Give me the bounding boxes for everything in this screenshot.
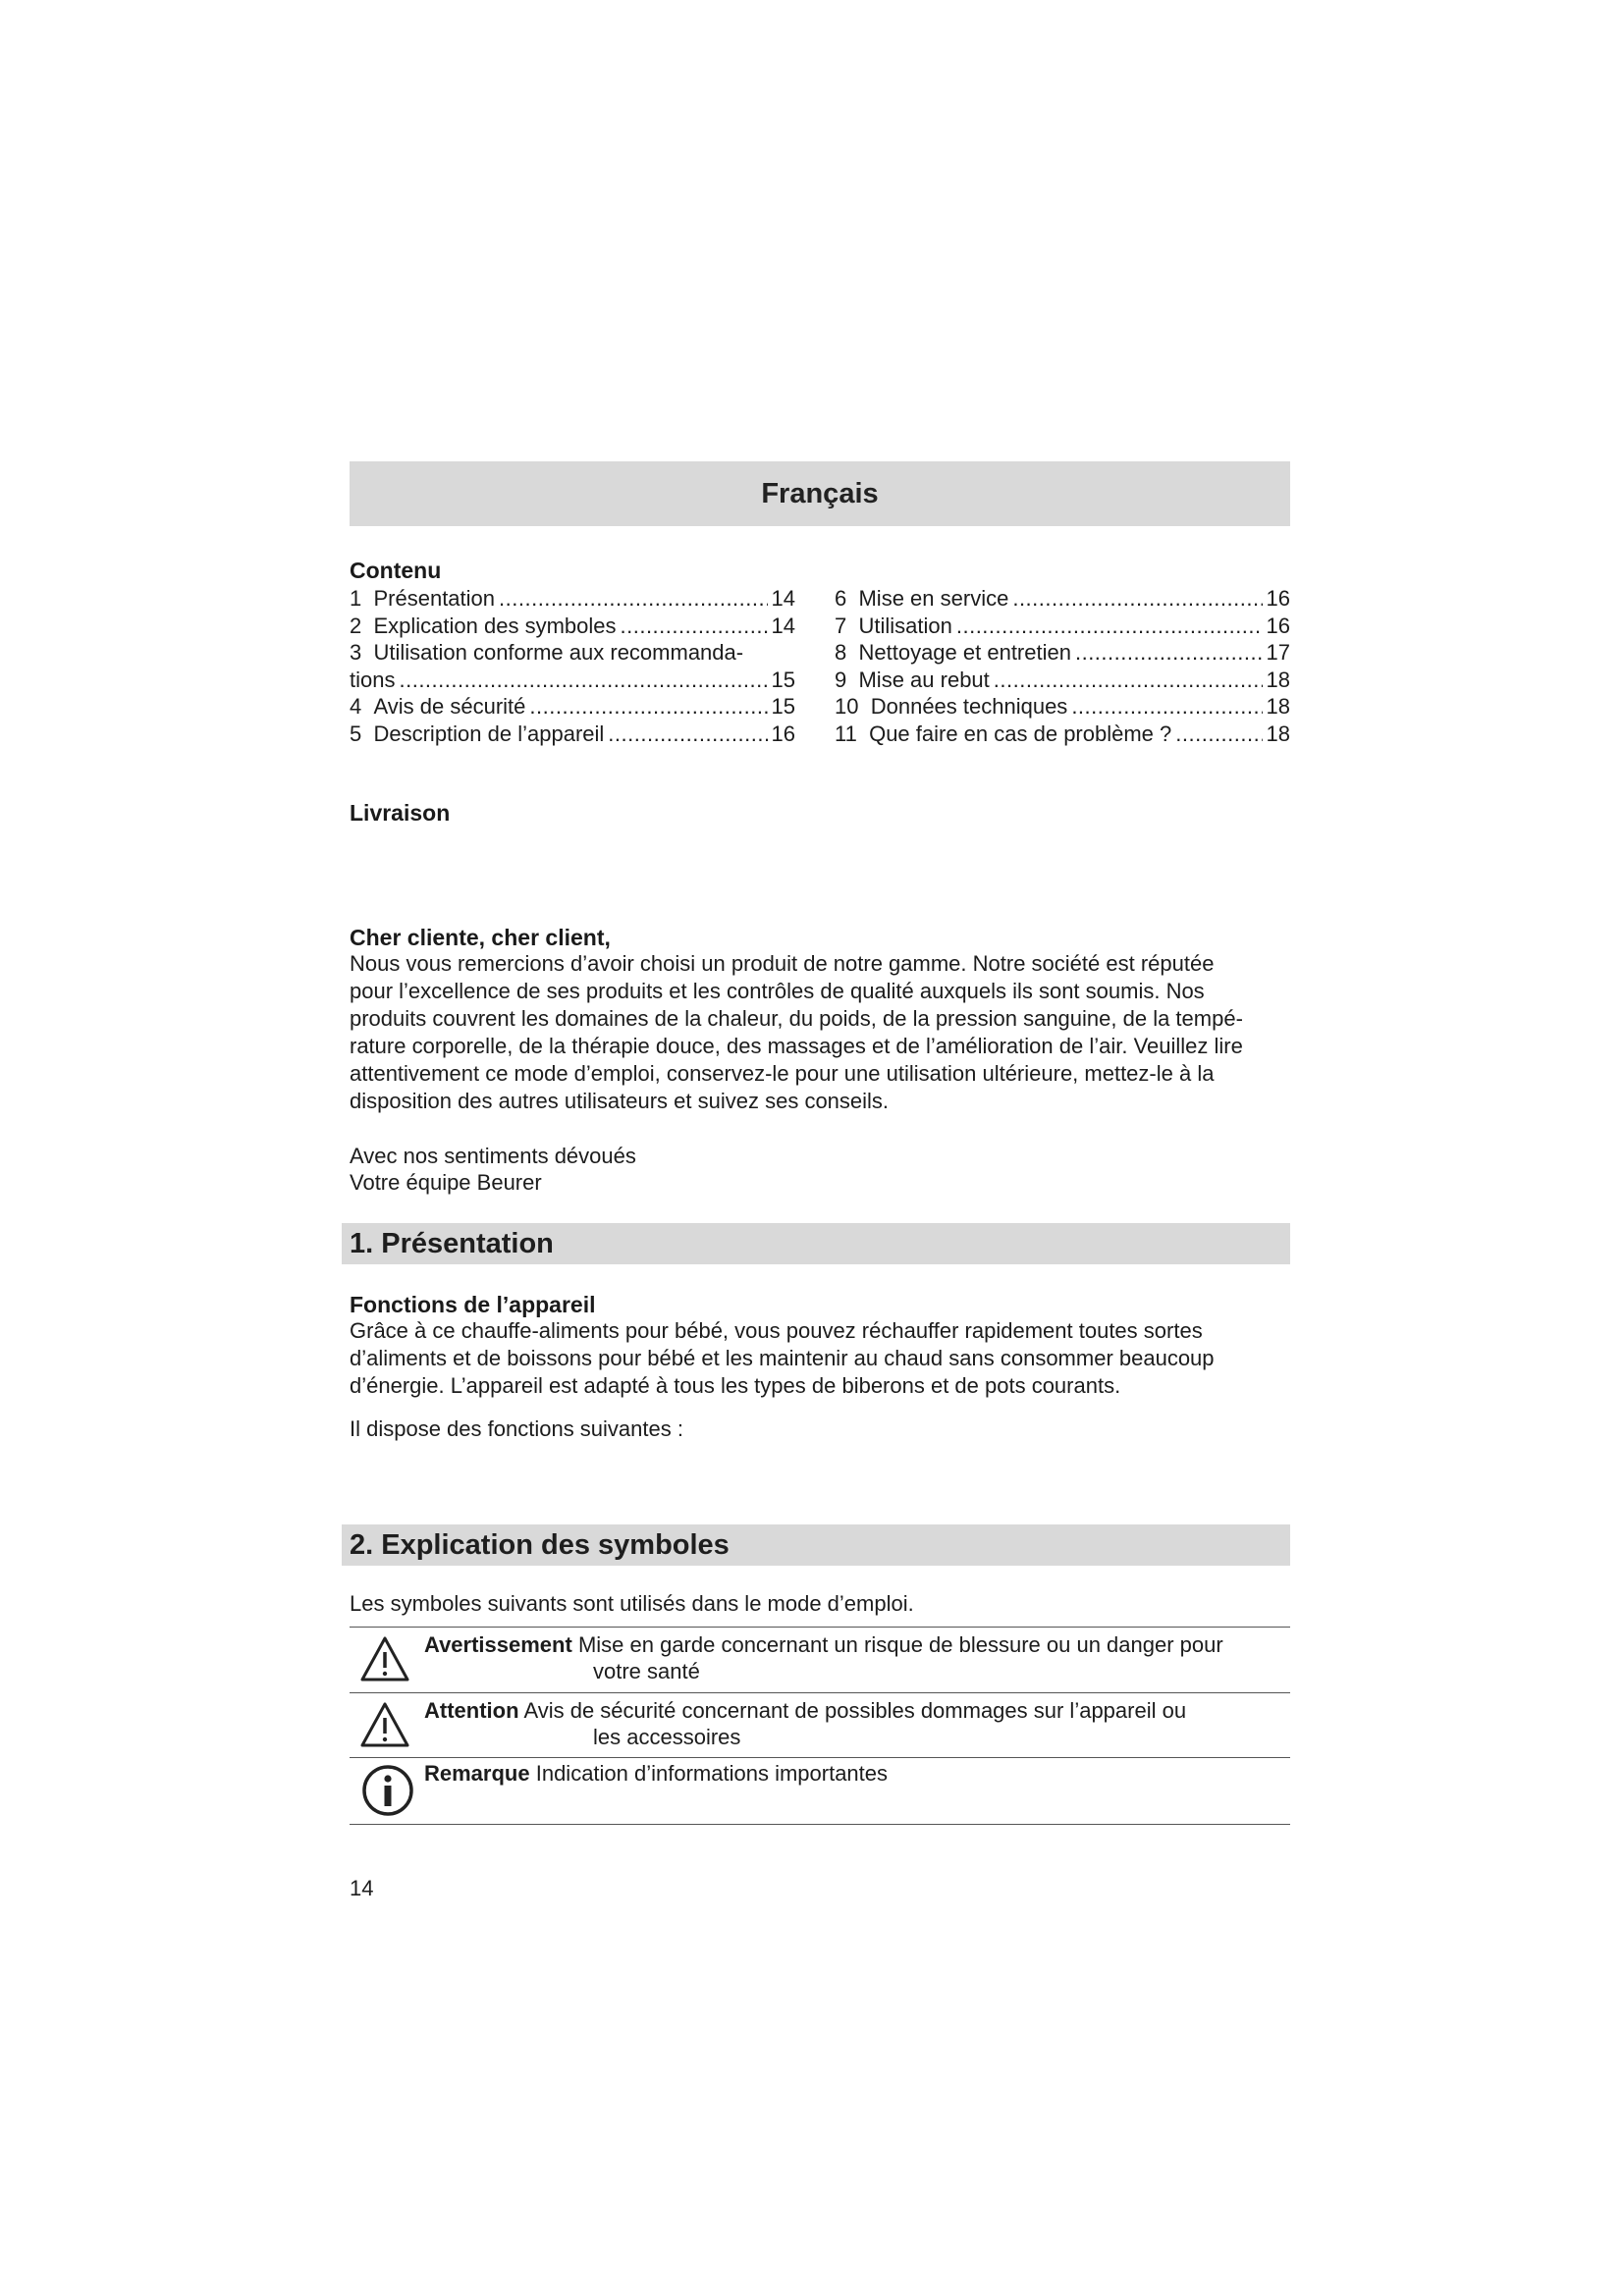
functions-subtitle: Fonctions de l’appareil [350,1292,596,1317]
symbol-label: Remarque [424,1761,530,1786]
symbol-description [424,1760,888,1787]
section-presentation-title: 1. Présentation [350,1227,554,1259]
symbol-text: Mise en garde concernant un risque de blessure ou un danger pour [577,1632,1223,1657]
symbol-text: Indication d’informations importantes [535,1761,889,1786]
presentation-line: d’énergie. L’appareil est adapté à tous les types de biberons et de pots courants. [350,1373,1121,1398]
greeting-title: Cher cliente, cher client, [350,925,611,950]
greeting-line: rature corporelle, de la thérapie douce, des massages et de l’amélioration de l’air. Veuillez lire [350,1034,1243,1058]
toc-entry[interactable]: 1 Présentation ..... 14 [350,585,795,613]
info-circle-icon [361,1764,414,1822]
page-number: 14 [350,1876,374,1900]
greeting-line: pour l’excellence de ses produits et les contrôles de qualité auxquels ils sont soumis. Nos [350,979,1205,1003]
greeting-line: attentivement ce mode d’emploi, conservez-le pour une utilisation ultérieure, mettez-le à la [350,1061,1215,1086]
symbol-description [424,1697,1186,1750]
toc-entry[interactable]: 4 Avis de sécurité ..... 15 [350,693,795,721]
closing-line-2: Votre équipe Beurer [350,1170,542,1195]
warning-triangle-icon [359,1635,410,1687]
toc-entry[interactable]: 11 Que faire en cas de problème ? ..... 18 [835,721,1290,748]
symbol-text-cont: votre santé [593,1659,700,1683]
closing-line-1: Avec nos sentiments dévoués [350,1144,636,1168]
table-rule [350,1824,1290,1825]
contents-title: Contenu [350,558,442,583]
section-symbols-header [342,1524,1290,1566]
presentation-line: Grâce à ce chauffe-aliments pour bébé, vous pouvez réchauffer rapidement toutes sortes [350,1318,1203,1343]
toc-entry[interactable]: 9 Mise au rebut ..... 18 [835,667,1290,694]
greeting-line: produits couvrent les domaines de la chaleur, du poids, de la pression sanguine, de la tempé- [350,1006,1243,1031]
presentation-body [350,1317,1292,1400]
toc-entry[interactable]: tions ..... 15 [350,667,795,694]
symbol-row-warning [350,1628,1290,1692]
section-presentation-header [342,1223,1290,1264]
symbol-label: Avertissement [424,1632,572,1657]
greeting-line: disposition des autres utilisateurs et suivez ses conseils. [350,1089,890,1113]
symbol-row-note [350,1758,1290,1825]
toc-entry[interactable]: 5 Description de l’appareil ..... 16 [350,721,795,748]
warning-triangle-icon [359,1701,410,1753]
toc-right-column [835,585,1290,748]
delivery-title: Livraison [350,800,451,826]
symbols-intro: Les symboles suivants sont utilisés dans le mode d’emploi. [350,1591,914,1616]
presentation-line: d’aliments et de boissons pour bébé et les maintenir au chaud sans consommer beaucoup [350,1346,1215,1370]
toc-entry[interactable]: 2 Explication des symboles ..... 14 [350,613,795,640]
symbol-description [424,1631,1223,1684]
symbol-row-attention [350,1693,1290,1758]
symbol-text-cont: les accessoires [593,1725,741,1749]
language-title: Français [761,477,879,509]
toc-entry[interactable]: 6 Mise en service ..... 16 [835,585,1290,613]
section-symbols-title: 2. Explication des symboles [350,1528,730,1561]
functions-intro: Il dispose des fonctions suivantes : [350,1416,683,1441]
toc-left-column [350,585,795,748]
toc-entry[interactable]: 8 Nettoyage et entretien ..... 17 [835,639,1290,667]
toc-entry[interactable]: 7 Utilisation ..... 16 [835,613,1290,640]
toc-entry[interactable]: 10 Données techniques ..... 18 [835,693,1290,721]
greeting-body [350,950,1292,1115]
symbol-label: Attention [424,1698,519,1723]
language-banner [350,461,1290,526]
greeting-line: Nous vous remercions d’avoir choisi un produit de notre gamme. Notre société est réputée [350,951,1215,976]
symbol-text: Avis de sécurité concernant de possibles dommages sur l’appareil ou [523,1698,1187,1723]
toc-entry[interactable]: 3 Utilisation conforme aux recommanda- [350,640,744,666]
